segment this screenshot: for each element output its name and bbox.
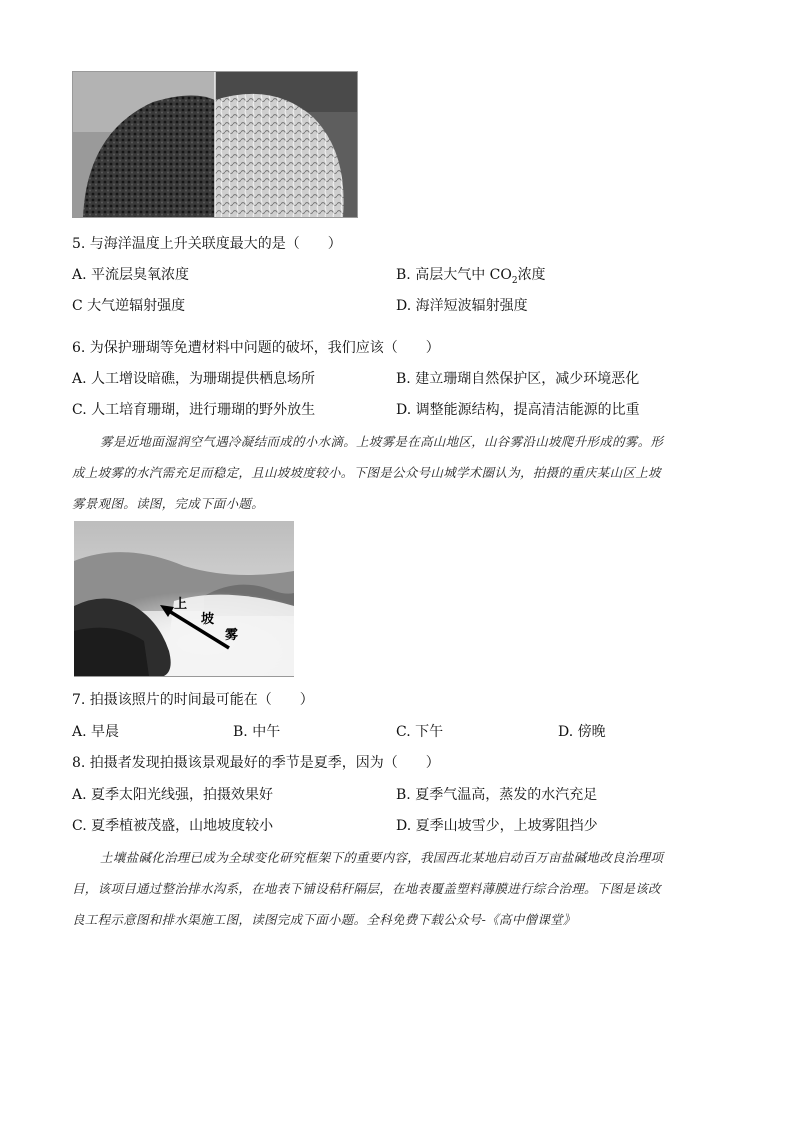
q7-option-b: B. 中午 — [233, 724, 281, 740]
q5-option-a: A. 平流层臭氧浓度 — [72, 267, 190, 283]
q7-option-c: C. 下午 — [396, 724, 444, 740]
fog-passage-line-1: 雾是近地面湿润空气遇冷凝结而成的小水滴。上坡雾是在高山地区，山谷雾沿山坡爬升形成的雾。形 — [100, 434, 664, 449]
q6-stem: 6. 为保护珊瑚等免遭材料中问题的破坏，我们应该（ ） — [72, 340, 440, 356]
q7-option-d: D. 傍晚 — [558, 724, 606, 740]
q5-option-b: B. 高层大气中 $CO_2$浓度 — [396, 267, 546, 286]
q8-stem: 8. 拍摄者发现拍摄该景观最好的季节是夏季，因为（ ） — [72, 755, 440, 771]
fog-image — [74, 521, 294, 676]
q8-option-b: B. 夏季气温高，蒸发的水汽充足 — [396, 787, 598, 803]
q6-option-a: A. 人工增设暗礁，为珊瑚提供栖息场所 — [72, 371, 316, 387]
soil-passage-line-3: 良工程示意图和排水渠施工图，读图完成下面小题。全科免费下载公众号-《高中僧课堂》 — [72, 912, 576, 927]
q7-stem: 7. 拍摄该照片的时间最可能在（ ） — [72, 692, 314, 708]
q8-option-c: C. 夏季植被茂盛，山地坡度较小 — [72, 818, 274, 834]
fog-label-up: 上 — [174, 597, 188, 612]
q5-option-c: C 大气逆辐射强度 — [72, 298, 186, 314]
q5-stem: 5. 与海洋温度上升关联度最大的是（ ） — [72, 236, 342, 252]
q8-option-d: D. 夏季山坡雪少，上坡雾阻挡少 — [396, 818, 598, 834]
q6-option-b: B. 建立珊瑚自然保护区，减少环境恶化 — [396, 371, 640, 387]
fog-label-fog: 雾 — [225, 628, 239, 643]
fog-passage-line-3: 雾景观图。读图，完成下面小题。 — [72, 496, 265, 511]
q8-option-a: A. 夏季太阳光线强，拍摄效果好 — [72, 787, 274, 803]
coral-photo — [72, 71, 358, 218]
fog-label-slope: 坡 — [201, 612, 215, 627]
soil-passage-line-1: 土壤盐碱化治理已成为全球变化研究框架下的重要内容，我国西北某地启动百万亩盐碱地改良治理项 — [100, 850, 664, 865]
q7-option-a: A. 早晨 — [72, 724, 120, 740]
fog-passage-line-2: 成上坡雾的水汽需充足而稳定，且山坡坡度较小。下图是公众号山城学术圈认为，拍摄的重庆某山区上坡 — [72, 465, 661, 480]
upslope-fog-photo — [74, 521, 294, 677]
q5-option-d: D. 海洋短波辐射强度 — [396, 298, 528, 314]
q6-option-d: D. 调整能源结构，提高清洁能源的比重 — [396, 402, 640, 418]
coral-image — [73, 72, 357, 217]
soil-passage-line-2: 目，该项目通过整治排水沟系，在地表下铺设秸秆隔层，在地表覆盖塑料薄膜进行综合治理。下图是该改 — [72, 881, 661, 896]
q6-option-c: C. 人工培育珊瑚，进行珊瑚的野外放生 — [72, 402, 316, 418]
